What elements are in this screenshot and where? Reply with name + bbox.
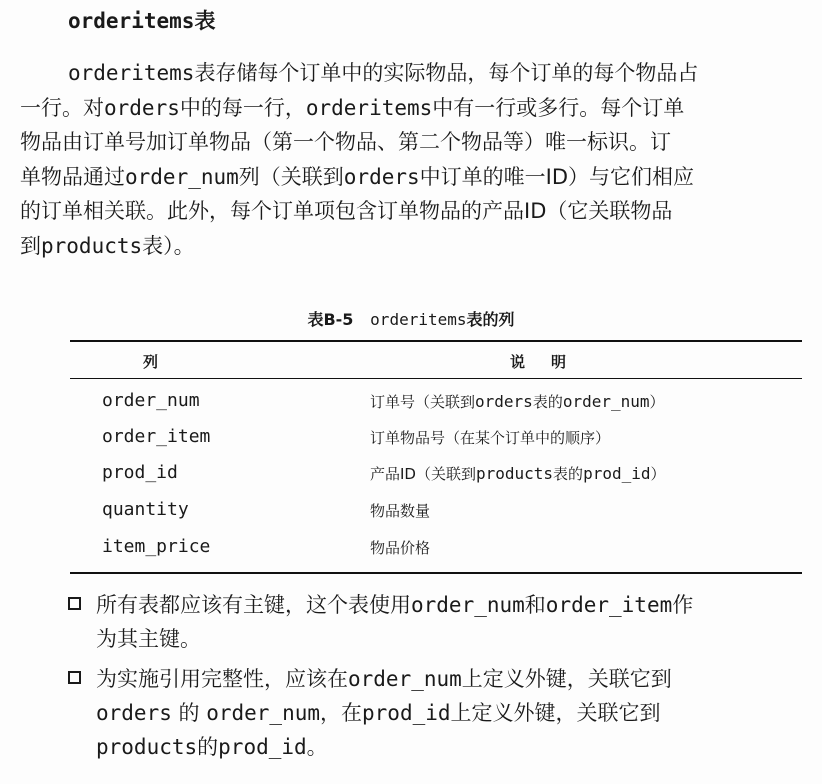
text-run: 上定义外键，关联它到 (461, 667, 672, 691)
column-name: order_num (102, 390, 200, 411)
code-term: order_num (411, 593, 525, 617)
text-run: 。 (306, 735, 328, 759)
text-run: 为实施引用完整性，应该在 (96, 667, 348, 691)
text-run: 产品ID（关联到 (370, 465, 476, 483)
table-bottom-rule (70, 572, 802, 574)
bullet-line (96, 622, 693, 656)
column-description (370, 536, 430, 560)
code-term: order_item (545, 593, 673, 617)
paragraph-line (20, 194, 810, 229)
code-term: prod_id (218, 735, 307, 759)
code-term: products (41, 233, 143, 258)
text-run: 中有一行或多行。每个订单 (432, 95, 685, 120)
code-term: orderitems (305, 95, 433, 120)
text-run: 所有表都应该有主键，这个表使用 (96, 593, 411, 617)
text-run: 的 (197, 735, 219, 759)
bullet-box-icon (68, 597, 81, 610)
column-name: item_price (102, 536, 211, 557)
text-run: 订单号（关联到 (370, 393, 476, 411)
code-term: order_num (348, 667, 462, 691)
caption-code: orderitems (370, 310, 467, 329)
code-term: orderitems (68, 61, 195, 85)
column-description (370, 390, 665, 414)
bullet-item (68, 662, 808, 766)
text-run: 的订单相关联。此外，每个订单项包含订单物品的产品ID（它关联物品 (20, 199, 673, 223)
paragraph-line (20, 229, 810, 264)
code-term: order_num (562, 392, 650, 411)
heading-suffix: 表 (194, 9, 216, 33)
column-name: quantity (102, 499, 189, 520)
paragraph-line (20, 125, 810, 160)
text-run: 表存储每个订单中的实际物品，每个订单的每个物品占 (194, 61, 699, 85)
table-row (0, 460, 822, 496)
code-term: products (475, 464, 554, 483)
intro-paragraph (20, 56, 810, 263)
code-term: orders (475, 392, 533, 411)
table-top-rule (70, 340, 802, 342)
bullet-line (96, 730, 672, 764)
caption-label: 表B-5 (307, 310, 354, 329)
text-run: 物品数量 (370, 502, 431, 520)
code-term: prod_id (583, 464, 651, 483)
text-run: ，在 (320, 701, 363, 725)
section-heading (68, 6, 215, 36)
text-run: 物品价格 (370, 539, 431, 557)
paragraph-line (20, 160, 810, 195)
text-run: 列（关联到 (238, 164, 344, 189)
text-run: 表的 (553, 465, 584, 483)
bullet-line (96, 662, 672, 696)
table-row (0, 534, 822, 570)
bullet-box-icon (68, 671, 81, 684)
text-run: 订单物品号（在某个订单中的顺序） (370, 429, 611, 447)
bullet-line (96, 588, 693, 622)
text-run: 中的每一行， (179, 95, 306, 120)
code-term: prod_id (362, 701, 451, 725)
table-row (0, 388, 822, 424)
table-row (0, 497, 822, 533)
code-term: orders (343, 164, 420, 189)
text-run: 表的 (532, 393, 563, 411)
table-header-rule (70, 378, 802, 379)
bullet-text (96, 588, 693, 656)
table-caption (0, 308, 822, 332)
text-run: 和 (524, 593, 546, 617)
text-run: 上定义外键，关联它到 (450, 701, 661, 725)
column-description (370, 499, 430, 523)
table-row (0, 424, 822, 460)
bullet-item (68, 588, 808, 656)
table-header-description: 说明 (510, 353, 593, 371)
heading-code: orderitems (68, 9, 195, 33)
column-name: order_item (102, 426, 211, 447)
text-run: 表）。 (142, 233, 195, 258)
column-description (370, 426, 610, 450)
text-run: ） (650, 465, 666, 483)
text-run: 为其主键。 (96, 627, 201, 651)
code-term: order_num (125, 164, 239, 189)
paragraph-line (20, 91, 810, 126)
text-run: ） (649, 393, 665, 411)
paragraph-line (20, 56, 810, 91)
code-term: products (96, 735, 198, 759)
text-run: 到 (20, 233, 41, 258)
text-run: 物品由订单号加订单物品（第一个物品、第二个物品等）唯一标识。订 (20, 130, 671, 154)
bullet-line (96, 696, 672, 730)
bullet-text (96, 662, 672, 764)
table-header-column: 列 (143, 353, 159, 371)
text-run: 一行。对 (20, 95, 104, 120)
code-term: order_num (206, 701, 321, 725)
column-description (370, 462, 666, 486)
text-run: 作 (672, 593, 694, 617)
code-term: orders (104, 95, 180, 120)
code-term: orders (96, 701, 172, 725)
text-run: 中订单的唯一ID）与它们相应 (419, 164, 695, 189)
text-run: 的 (171, 701, 207, 725)
caption-suffix: 表的列 (466, 310, 515, 329)
column-name: prod_id (102, 462, 178, 483)
text-run: 单物品通过 (20, 164, 125, 189)
